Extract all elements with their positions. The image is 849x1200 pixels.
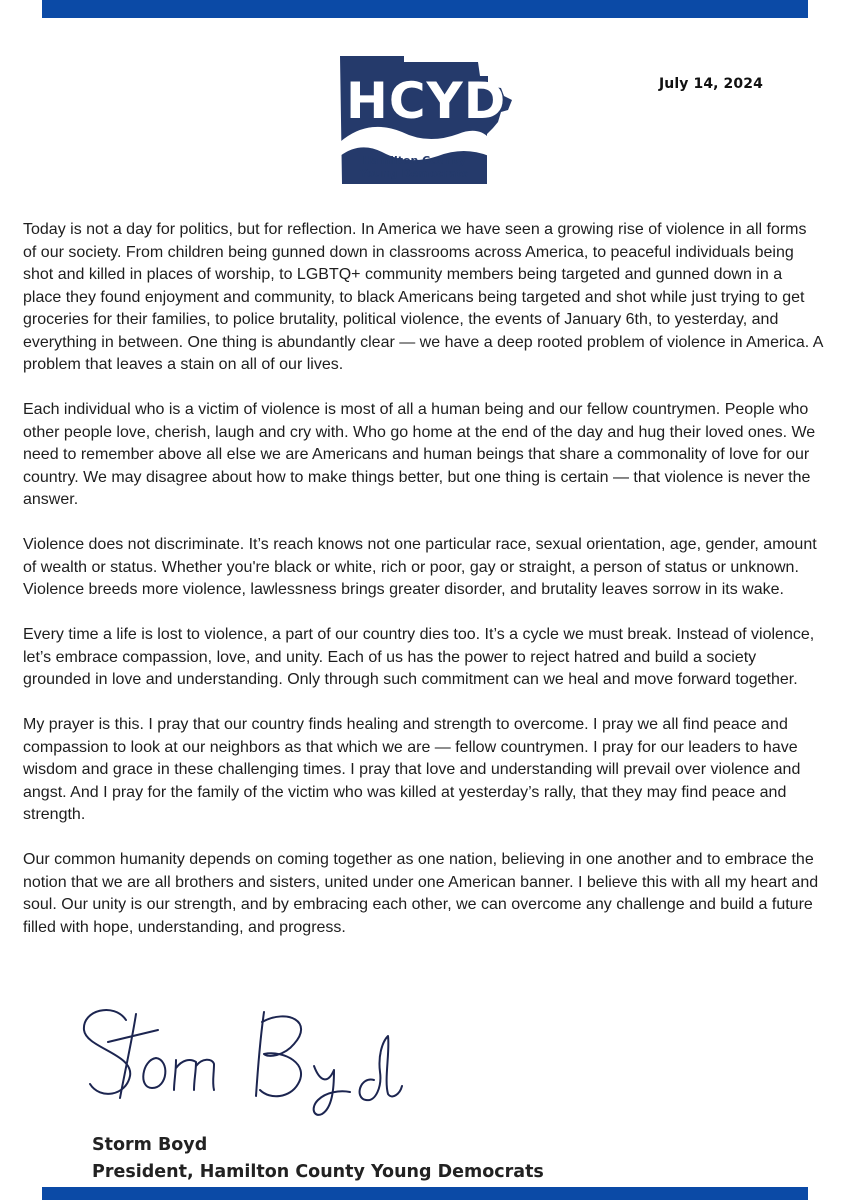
body-paragraph-3: Violence does not discriminate. It’s reach knows not one particular race, sexual orientation, age, gender, amount of wealth or status. Whether you're black or white, rich or poor, gay or straight, a person of status or unknown. Violence breeds more violence, lawlessness brings greater disorder, and brutality leaves sorrow in its wake.: [23, 536, 817, 598]
bottom-accent-bar: [42, 1187, 808, 1200]
body-paragraph-6: Our common humanity depends on coming together as one nation, believing in one another and to embrace the notion that we are all brothers and sisters, united under one American banner. I believe this with all my heart and soul. Our unity is our strength, and by embracing each other, we can overcome any challenge and build a future filled with hope, understanding, and progress.: [23, 851, 819, 936]
logo-abbreviation: HCYD: [346, 72, 507, 130]
letter-body: [23, 219, 823, 962]
body-paragraph-1: Today is not a day for politics, but for reflection. In America we have seen a growing rise of violence in all forms of our society. From children being gunned down in classrooms across America, to peaceful individuals being shot and killed in places of worship, to LGBTQ+ community members being targeted and gunned down in a place they found enjoyment and community, to black Americans being targeted and shot while just trying to get groceries for their families, to police brutality, political violence, the events of January 6th, to yesterday, and everything in between. One thing is abundantly clear — we have a deep rooted problem of violence in America. A problem that leaves a stain on all of our lives.: [23, 221, 823, 373]
hcyd-logo-graphic: [338, 52, 520, 184]
top-accent-bar: [42, 0, 808, 18]
handwritten-signature: [78, 1000, 408, 1118]
body-paragraph-4: Every time a life is lost to violence, a part of our country dies too. It’s a cycle we must break. Instead of violence, let’s embrace compassion, love, and unity. Each of us has the power to reject hatred and build a society grounded in love and understanding. Only through such commitment can we heal and move forward together.: [23, 626, 815, 688]
letter-date: July 14, 2024: [659, 76, 763, 92]
logo-line-1: Hamilton County: [362, 154, 466, 167]
signer-block: [92, 1132, 544, 1186]
body-paragraph-5: My prayer is this. I pray that our country finds healing and strength to overcome. I pray we all find peace and compassion to look at our neighbors as that which we are — fellow countrymen. I pray for our leaders to have wisdom and grace in these challenging times. I pray that love and understanding will prevail over violence and angst. And I pray for the family of the victim who was killed at yesterday’s rally, that they may find peace and strength.: [23, 716, 801, 823]
logo-line-2: Young Democrats: [359, 167, 469, 180]
signer-name: Storm Boyd: [92, 1135, 208, 1155]
body-paragraph-2: Each individual who is a victim of violence is most of all a human being and our fellow countrymen. People who other people love, cherish, laugh and cry with. Who go home at the end of the day and hug their loved ones. We need to remember above all else we are Americans and human beings that share a commonality of love for our country. We may disagree about how to make things better, but one thing is certain — that violence is never the answer.: [23, 401, 816, 508]
signer-title: President, Hamilton County Young Democrats: [92, 1162, 544, 1182]
hcyd-logo: [338, 52, 520, 184]
